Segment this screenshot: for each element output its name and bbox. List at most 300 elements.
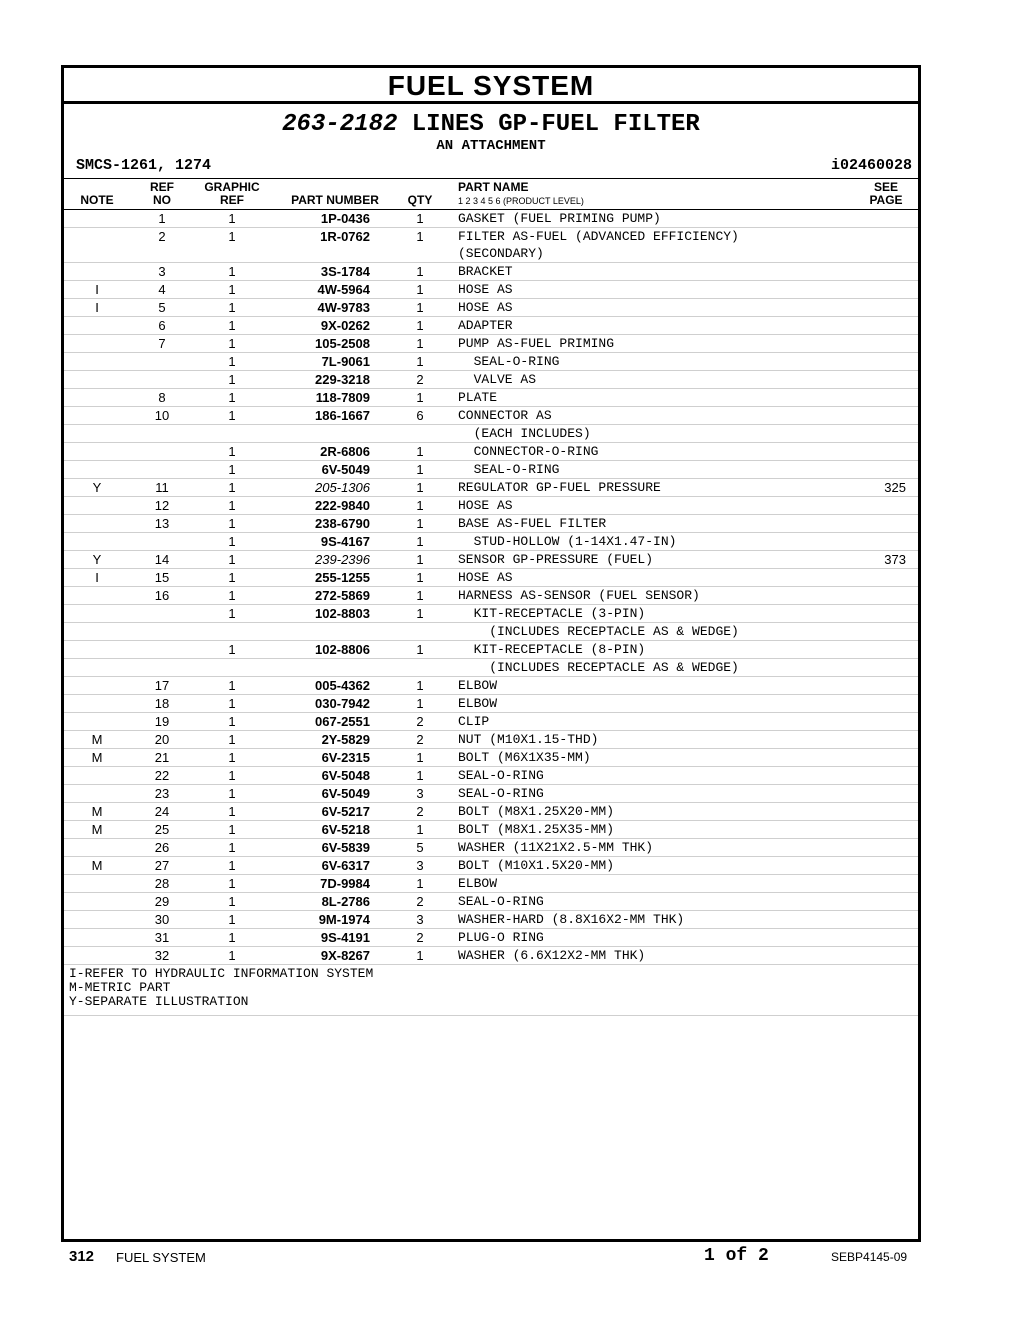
table-row	[64, 281, 918, 299]
illustration-id: i02460028	[830, 157, 912, 174]
note-cell	[64, 210, 130, 228]
qty-cell: 1	[400, 299, 440, 317]
footer-page-number: 312	[69, 1248, 95, 1265]
qty-cell: 1	[400, 605, 440, 623]
part-name-cell: BASE AS-FUEL FILTER	[458, 515, 864, 533]
header-part-name: PART NAME 1 2 3 4 5 6 (PRODUCT LEVEL)	[458, 180, 584, 206]
spacer-cell	[440, 677, 458, 695]
ref-no-cell: 2	[130, 228, 194, 263]
see-page-cell	[864, 461, 918, 479]
part-name-cell: GASKET (FUEL PRIMING PUMP)	[458, 210, 864, 228]
table-row	[64, 299, 918, 317]
ref-no-cell	[130, 533, 194, 551]
table-row	[64, 623, 918, 641]
ref-no-cell: 28	[130, 875, 194, 893]
qty-cell: 2	[400, 893, 440, 911]
ref-no-cell: 3	[130, 263, 194, 281]
see-page-cell	[864, 677, 918, 695]
table-row	[64, 785, 918, 803]
spacer-cell	[440, 281, 458, 299]
graphic-ref-cell: 1	[194, 515, 270, 533]
qty-cell: 1	[400, 875, 440, 893]
note-cell	[64, 371, 130, 389]
note-cell	[64, 929, 130, 947]
part-name-cell: REGULATOR GP-FUEL PRESSURE	[458, 479, 864, 497]
table-row	[64, 605, 918, 623]
part-name-cell: SEAL-O-RING	[458, 893, 864, 911]
ref-no-cell: 29	[130, 893, 194, 911]
graphic-ref-cell: 1	[194, 551, 270, 569]
qty-cell: 2	[400, 803, 440, 821]
ref-no-cell: 31	[130, 929, 194, 947]
part-name-cell: PLATE	[458, 389, 864, 407]
spacer-cell	[440, 605, 458, 623]
part-name-cell: PUMP AS-FUEL PRIMING	[458, 335, 864, 353]
table-row	[64, 533, 918, 551]
graphic-ref-cell: 1	[194, 929, 270, 947]
spacer-cell	[440, 587, 458, 605]
see-page-cell	[864, 641, 918, 659]
table-row	[64, 821, 918, 839]
see-page-cell	[864, 839, 918, 857]
see-page-cell	[864, 515, 918, 533]
graphic-ref-cell: 1	[194, 335, 270, 353]
note-cell	[64, 839, 130, 857]
part-name-cell: BOLT (M8X1.25X20-MM)	[458, 803, 864, 821]
note-cell	[64, 425, 130, 443]
table-row	[64, 389, 918, 407]
part-name-cell: PLUG-O RING	[458, 929, 864, 947]
spacer-cell	[440, 515, 458, 533]
ref-no-cell: 17	[130, 677, 194, 695]
smcs-row	[64, 156, 918, 179]
graphic-ref-cell: 1	[194, 443, 270, 461]
part-name-cell: BOLT (M6X1X35-MM)	[458, 749, 864, 767]
table-row	[64, 371, 918, 389]
table-row	[64, 947, 918, 965]
qty-cell: 1	[400, 497, 440, 515]
ref-no-cell: 15	[130, 569, 194, 587]
graphic-ref-cell: 1	[194, 911, 270, 929]
header-ref-no: REF NO	[150, 180, 174, 207]
table-row	[64, 461, 918, 479]
spacer-cell	[440, 893, 458, 911]
footer-doc-id: SEBP4145-09	[831, 1250, 908, 1264]
graphic-ref-cell: 1	[194, 389, 270, 407]
qty-cell: 2	[400, 713, 440, 731]
spacer-cell	[440, 803, 458, 821]
note-cell: I	[64, 299, 130, 317]
qty-cell: 1	[400, 767, 440, 785]
part-number-cell: 2R-6806	[270, 443, 400, 461]
part-name-cell: HOSE AS	[458, 569, 864, 587]
section-title: FUEL SYSTEM	[64, 68, 918, 104]
see-page-cell	[864, 749, 918, 767]
graphic-ref-cell: 1	[194, 821, 270, 839]
part-name-cell: SEAL-O-RING	[458, 353, 864, 371]
qty-cell: 2	[400, 731, 440, 749]
part-name-cell: HOSE AS	[458, 281, 864, 299]
graphic-ref-cell: 1	[194, 767, 270, 785]
header-qty: QTY	[407, 193, 433, 207]
qty-cell	[400, 659, 440, 677]
note-cell	[64, 911, 130, 929]
note-cell	[64, 947, 130, 965]
part-name-cell: SEAL-O-RING	[458, 461, 864, 479]
qty-cell: 1	[400, 587, 440, 605]
table-row	[64, 353, 918, 371]
graphic-ref-cell: 1	[194, 317, 270, 335]
graphic-ref-cell	[194, 659, 270, 677]
qty-cell: 1	[400, 335, 440, 353]
ref-no-cell: 24	[130, 803, 194, 821]
note-cell	[64, 785, 130, 803]
spacer-cell	[440, 389, 458, 407]
graphic-ref-cell: 1	[194, 497, 270, 515]
part-name-cell: HOSE AS	[458, 299, 864, 317]
header-part-number: PART NUMBER	[291, 193, 379, 207]
see-page-cell	[864, 533, 918, 551]
see-page-cell	[864, 497, 918, 515]
note-cell	[64, 605, 130, 623]
part-number-cell: 6V-5839	[270, 839, 400, 857]
qty-cell: 5	[400, 839, 440, 857]
header-product-levels: 1 2 3 4 5 6 (PRODUCT LEVEL)	[458, 196, 584, 206]
part-name-cell: SEAL-O-RING	[458, 767, 864, 785]
part-number-cell: 9S-4191	[270, 929, 400, 947]
see-page-cell	[864, 713, 918, 731]
note-cell	[64, 641, 130, 659]
table-row	[64, 335, 918, 353]
note-cell	[64, 335, 130, 353]
group-title	[64, 112, 918, 138]
note-cell	[64, 515, 130, 533]
spacer-cell	[440, 659, 458, 677]
graphic-ref-cell	[194, 425, 270, 443]
part-name-cell: BRACKET	[458, 263, 864, 281]
see-page-cell	[864, 281, 918, 299]
ref-no-cell: 10	[130, 407, 194, 425]
table-row	[64, 587, 918, 605]
note-cell: I	[64, 569, 130, 587]
ref-no-cell: 5	[130, 299, 194, 317]
part-name-cell: STUD-HOLLOW (1-14X1.47-IN)	[458, 533, 864, 551]
part-name-cell: ELBOW	[458, 875, 864, 893]
graphic-ref-cell: 1	[194, 713, 270, 731]
ref-no-cell: 14	[130, 551, 194, 569]
page-footer	[0, 1244, 1020, 1274]
part-number-cell: 005-4362	[270, 677, 400, 695]
spacer-cell	[440, 551, 458, 569]
part-name-cell: BOLT (M8X1.25X35-MM)	[458, 821, 864, 839]
part-name-cell: HARNESS AS-SENSOR (FUEL SENSOR)	[458, 587, 864, 605]
table-row	[64, 317, 918, 335]
part-name-cell: CLIP	[458, 713, 864, 731]
see-page-cell	[864, 623, 918, 641]
see-page-cell	[864, 425, 918, 443]
note-cell	[64, 317, 130, 335]
ref-no-cell	[130, 461, 194, 479]
graphic-ref-cell: 1	[194, 731, 270, 749]
qty-cell: 1	[400, 533, 440, 551]
table-row	[64, 425, 918, 443]
graphic-ref-cell: 1	[194, 281, 270, 299]
part-number-cell: 6V-5217	[270, 803, 400, 821]
qty-cell: 1	[400, 263, 440, 281]
parts-page-frame	[61, 65, 921, 1242]
part-name-cell: NUT (M10X1.15-THD)	[458, 731, 864, 749]
spacer-cell	[440, 911, 458, 929]
see-page-cell	[864, 929, 918, 947]
note-cell	[64, 875, 130, 893]
spacer-cell	[440, 210, 458, 228]
note-cell	[64, 533, 130, 551]
spacer-cell	[440, 443, 458, 461]
ref-no-cell: 22	[130, 767, 194, 785]
graphic-ref-cell: 1	[194, 785, 270, 803]
graphic-ref-cell: 1	[194, 371, 270, 389]
part-number-cell	[270, 425, 400, 443]
table-row	[64, 749, 918, 767]
ref-no-cell: 4	[130, 281, 194, 299]
part-number-cell: 205-1306	[270, 479, 400, 497]
parts-table	[64, 210, 918, 965]
note-line: I-REFER TO HYDRAULIC INFORMATION SYSTEM	[69, 966, 374, 981]
ref-no-cell: 19	[130, 713, 194, 731]
part-name-cell: (INCLUDES RECEPTACLE AS & WEDGE)	[458, 659, 864, 677]
spacer-cell	[440, 569, 458, 587]
note-cell	[64, 353, 130, 371]
qty-cell: 1	[400, 677, 440, 695]
spacer-cell	[440, 767, 458, 785]
table-row	[64, 713, 918, 731]
graphic-ref-cell: 1	[194, 533, 270, 551]
header-see-page: SEE PAGE	[869, 180, 903, 207]
note-line: Y-SEPARATE ILLUSTRATION	[69, 994, 249, 1009]
table-row	[64, 497, 918, 515]
part-number-cell: 118-7809	[270, 389, 400, 407]
graphic-ref-cell: 1	[194, 749, 270, 767]
ref-no-cell: 6	[130, 317, 194, 335]
table-row	[64, 479, 918, 497]
part-name-cell: (INCLUDES RECEPTACLE AS & WEDGE)	[458, 623, 864, 641]
spacer-cell	[440, 713, 458, 731]
see-page-cell	[864, 407, 918, 425]
part-name-cell: WASHER-HARD (8.8X16X2-MM THK)	[458, 911, 864, 929]
table-row	[64, 803, 918, 821]
table-row	[64, 875, 918, 893]
spacer-cell	[440, 407, 458, 425]
table-row	[64, 407, 918, 425]
part-number-cell: 272-5869	[270, 587, 400, 605]
see-page-cell	[864, 731, 918, 749]
graphic-ref-cell: 1	[194, 641, 270, 659]
qty-cell: 2	[400, 371, 440, 389]
qty-cell: 1	[400, 551, 440, 569]
note-cell	[64, 443, 130, 461]
part-number-cell: 6V-5048	[270, 767, 400, 785]
spacer-cell	[440, 857, 458, 875]
note-cell: M	[64, 857, 130, 875]
part-number-cell: 067-2551	[270, 713, 400, 731]
part-number-cell: 1P-0436	[270, 210, 400, 228]
note-cell	[64, 893, 130, 911]
table-row	[64, 695, 918, 713]
spacer-cell	[440, 353, 458, 371]
see-page-cell	[864, 317, 918, 335]
spacer-cell	[440, 695, 458, 713]
table-row	[64, 263, 918, 281]
see-page-cell	[864, 785, 918, 803]
qty-cell: 1	[400, 695, 440, 713]
table-row	[64, 641, 918, 659]
note-cell: Y	[64, 551, 130, 569]
part-name-cell: ADAPTER	[458, 317, 864, 335]
spacer-cell	[440, 263, 458, 281]
note-cell	[64, 263, 130, 281]
spacer-cell	[440, 371, 458, 389]
note-cell: M	[64, 821, 130, 839]
graphic-ref-cell: 1	[194, 893, 270, 911]
graphic-ref-cell: 1	[194, 407, 270, 425]
note-cell: M	[64, 749, 130, 767]
table-row	[64, 551, 918, 569]
part-number-cell: 8L-2786	[270, 893, 400, 911]
graphic-ref-cell: 1	[194, 803, 270, 821]
qty-cell: 1	[400, 443, 440, 461]
spacer-cell	[440, 623, 458, 641]
table-header	[64, 179, 918, 210]
spacer-cell	[440, 479, 458, 497]
spacer-cell	[440, 947, 458, 965]
see-page-cell	[864, 803, 918, 821]
qty-cell: 1	[400, 281, 440, 299]
graphic-ref-cell: 1	[194, 875, 270, 893]
qty-cell: 1	[400, 821, 440, 839]
part-number-cell: 6V-5049	[270, 461, 400, 479]
graphic-ref-cell: 1	[194, 210, 270, 228]
spacer-cell	[440, 228, 458, 263]
see-page-cell	[864, 767, 918, 785]
qty-cell	[400, 623, 440, 641]
see-page-cell: 373	[864, 551, 918, 569]
ref-no-cell: 27	[130, 857, 194, 875]
graphic-ref-cell: 1	[194, 263, 270, 281]
spacer-cell	[440, 497, 458, 515]
part-number-cell: 255-1255	[270, 569, 400, 587]
graphic-ref-cell: 1	[194, 605, 270, 623]
part-number-cell: 2Y-5829	[270, 731, 400, 749]
see-page-cell	[864, 263, 918, 281]
ref-no-cell: 18	[130, 695, 194, 713]
spacer-cell	[440, 641, 458, 659]
part-number-cell: 9M-1974	[270, 911, 400, 929]
qty-cell: 3	[400, 857, 440, 875]
ref-no-cell: 30	[130, 911, 194, 929]
part-number-cell: 7L-9061	[270, 353, 400, 371]
part-number-cell: 030-7942	[270, 695, 400, 713]
see-page-cell	[864, 353, 918, 371]
note-cell: M	[64, 731, 130, 749]
note-cell	[64, 497, 130, 515]
spacer-cell	[440, 875, 458, 893]
part-name-cell: SEAL-O-RING	[458, 785, 864, 803]
table-row	[64, 210, 918, 228]
qty-cell: 1	[400, 228, 440, 263]
note-cell	[64, 713, 130, 731]
part-number-cell: 238-6790	[270, 515, 400, 533]
graphic-ref-cell: 1	[194, 228, 270, 263]
ref-no-cell: 26	[130, 839, 194, 857]
ref-no-cell: 8	[130, 389, 194, 407]
qty-cell: 1	[400, 515, 440, 533]
part-number-cell: 9X-8267	[270, 947, 400, 965]
part-name-cell: WASHER (11X21X2.5-MM THK)	[458, 839, 864, 857]
table-row	[64, 515, 918, 533]
spacer-cell	[440, 461, 458, 479]
header-note: NOTE	[80, 193, 114, 207]
spacer-cell	[440, 929, 458, 947]
part-name-cell: WASHER (6.6X12X2-MM THK)	[458, 947, 864, 965]
ref-no-cell: 11	[130, 479, 194, 497]
table-row	[64, 443, 918, 461]
table-row	[64, 659, 918, 677]
ref-no-cell	[130, 641, 194, 659]
part-name-cell: ELBOW	[458, 695, 864, 713]
group-number: 263-2182	[282, 111, 398, 138]
see-page-cell	[864, 569, 918, 587]
part-number-cell: 7D-9984	[270, 875, 400, 893]
see-page-cell	[864, 389, 918, 407]
part-name-cell: CONNECTOR AS	[458, 407, 864, 425]
note-cell	[64, 677, 130, 695]
see-page-cell	[864, 893, 918, 911]
ref-no-cell	[130, 425, 194, 443]
note-cell	[64, 389, 130, 407]
table-row	[64, 677, 918, 695]
spacer-cell	[440, 425, 458, 443]
qty-cell: 1	[400, 210, 440, 228]
qty-cell: 1	[400, 569, 440, 587]
part-name-cell: KIT-RECEPTACLE (8-PIN)	[458, 641, 864, 659]
ref-no-cell: 12	[130, 497, 194, 515]
spacer-cell	[440, 317, 458, 335]
parts-table-body	[64, 210, 918, 965]
part-name-cell: CONNECTOR-O-RING	[458, 443, 864, 461]
see-page-cell	[864, 371, 918, 389]
part-number-cell: 3S-1784	[270, 263, 400, 281]
ref-no-cell	[130, 623, 194, 641]
part-number-cell: 6V-2315	[270, 749, 400, 767]
see-page-cell	[864, 947, 918, 965]
ref-no-cell: 16	[130, 587, 194, 605]
ref-no-cell	[130, 353, 194, 371]
ref-no-cell	[130, 605, 194, 623]
group-name: LINES GP-FUEL FILTER	[411, 111, 700, 138]
qty-cell: 1	[400, 353, 440, 371]
graphic-ref-cell: 1	[194, 857, 270, 875]
ref-no-cell	[130, 371, 194, 389]
graphic-ref-cell: 1	[194, 587, 270, 605]
part-number-cell: 102-8803	[270, 605, 400, 623]
note-cell: M	[64, 803, 130, 821]
footer-section: FUEL SYSTEM	[116, 1250, 206, 1265]
part-number-cell: 4W-9783	[270, 299, 400, 317]
part-number-cell: 229-3218	[270, 371, 400, 389]
graphic-ref-cell: 1	[194, 839, 270, 857]
qty-cell: 1	[400, 317, 440, 335]
part-number-cell	[270, 659, 400, 677]
